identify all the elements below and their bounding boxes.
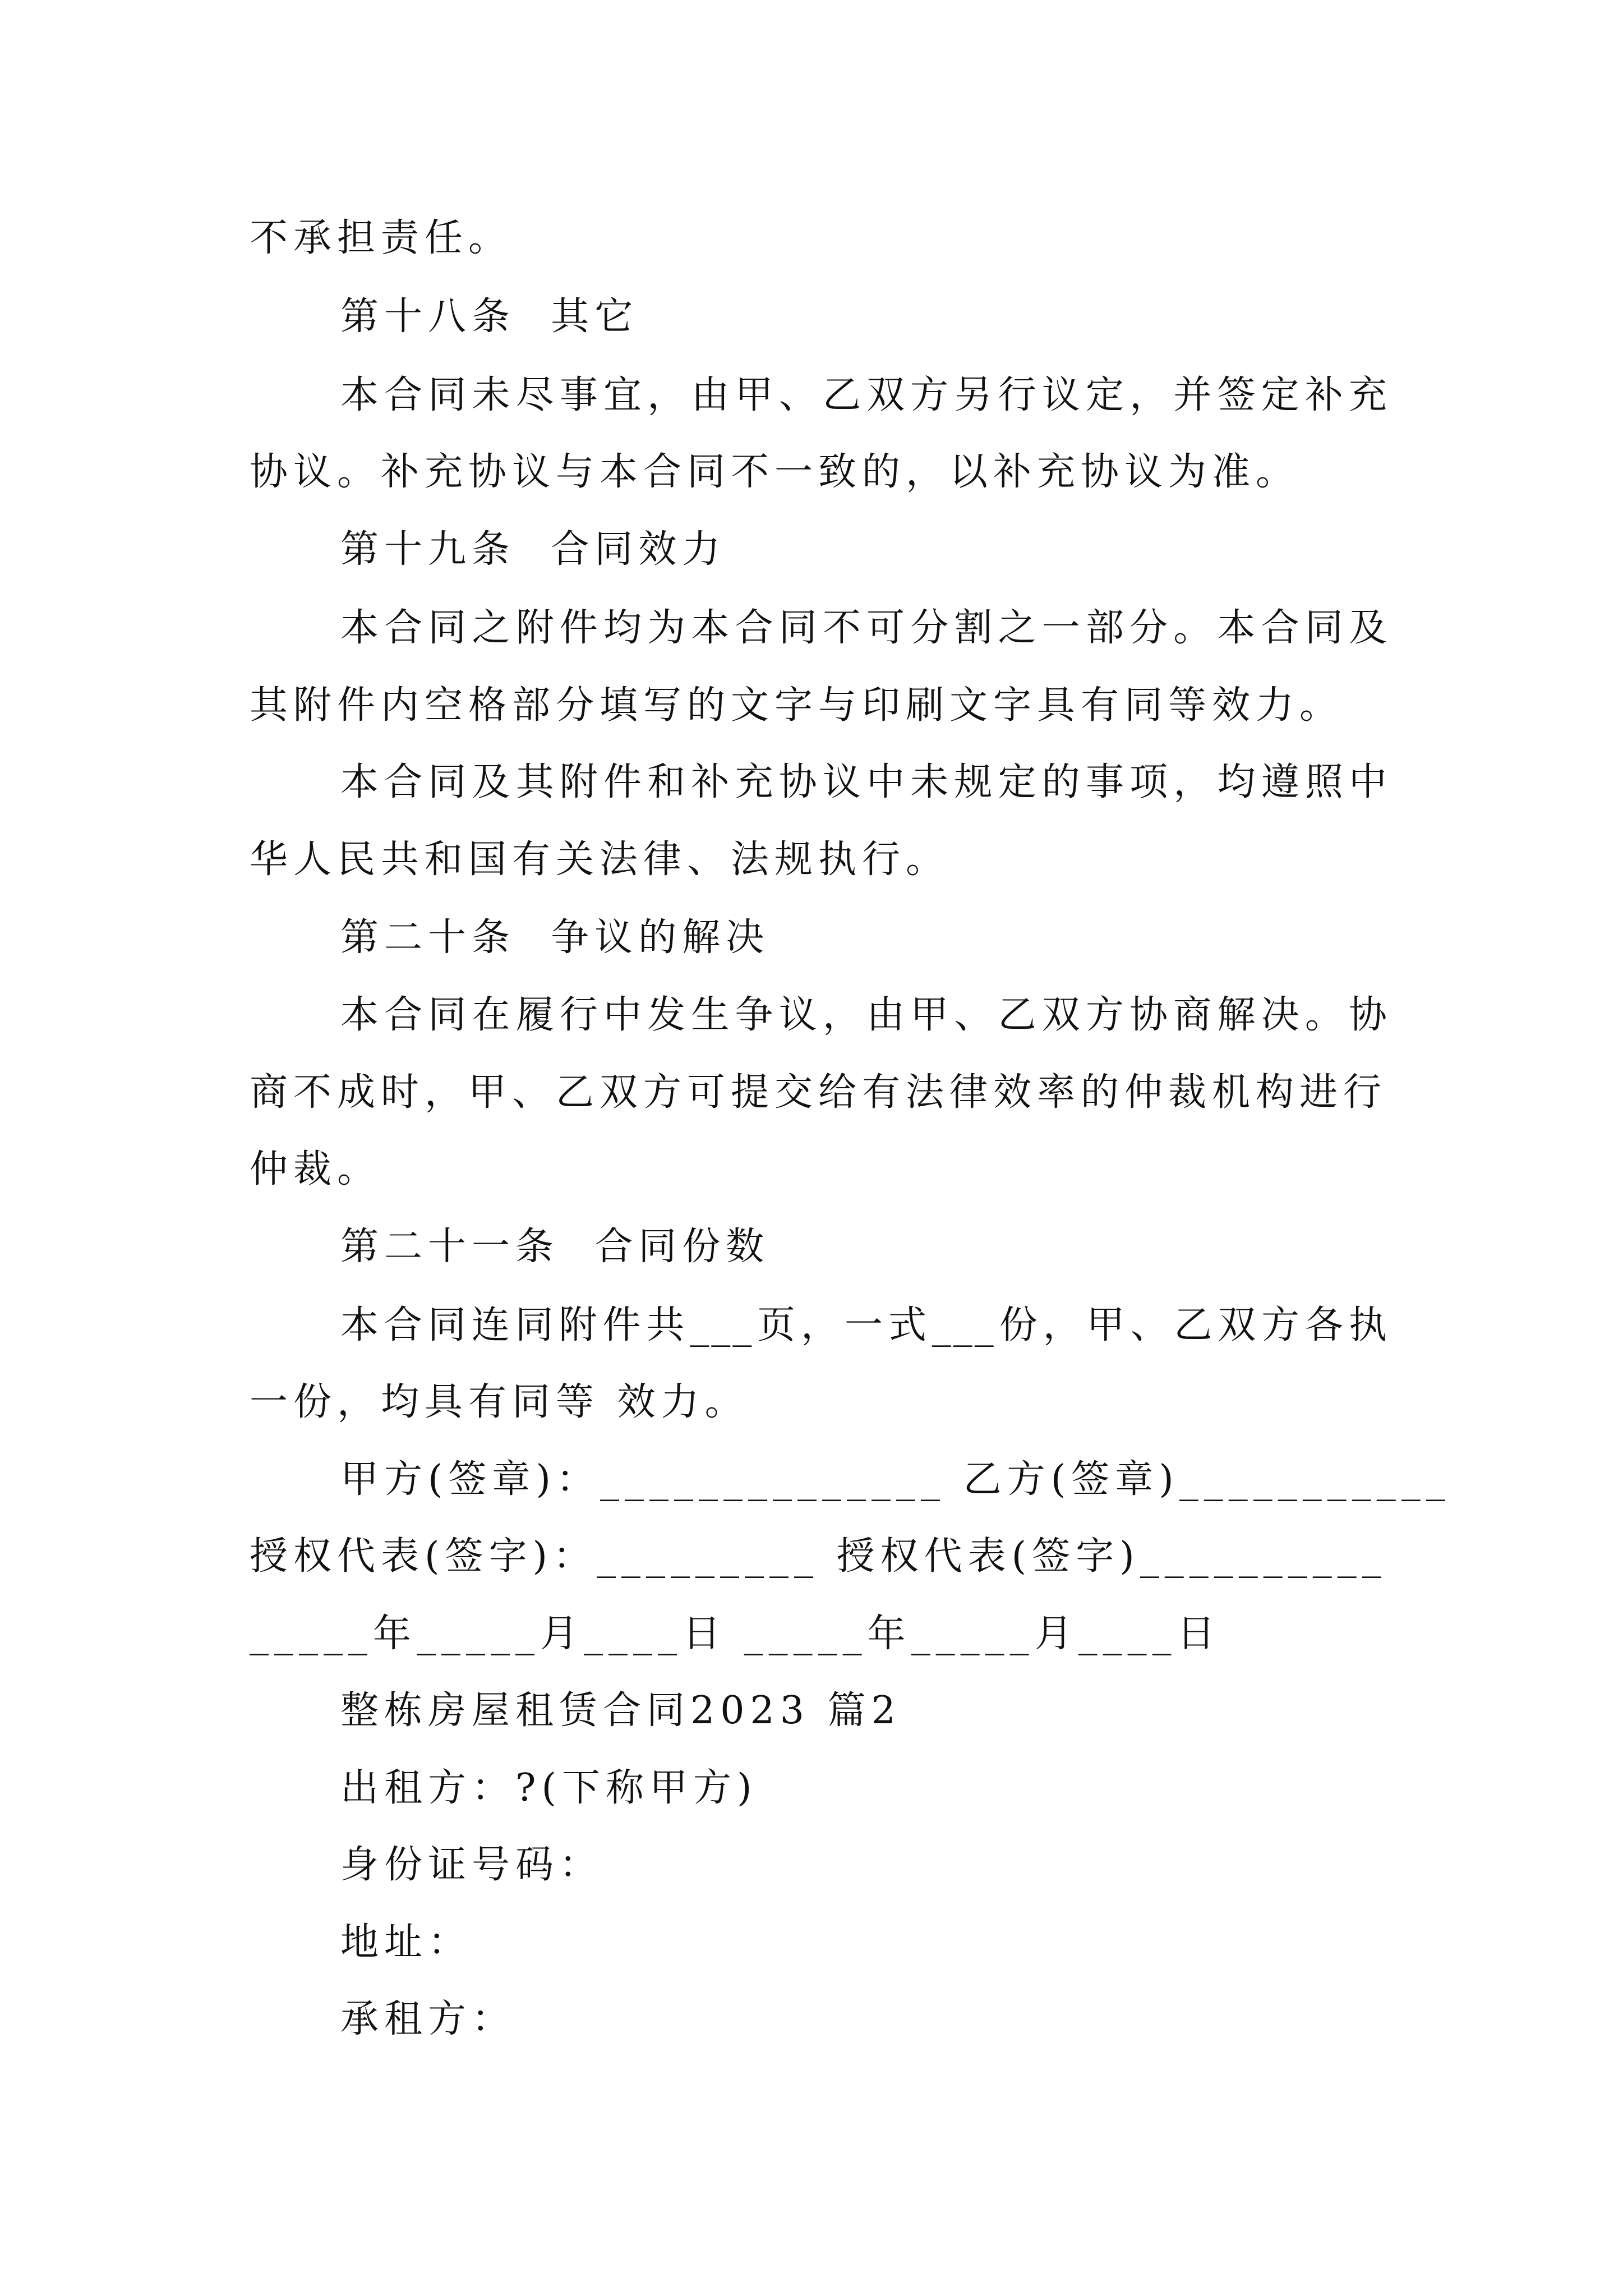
lessee-field: 承租方： <box>340 1997 516 2041</box>
paragraph-line: 本合同在履行中发生争议，由甲、乙双方协商解决。协 <box>340 993 1389 1037</box>
paragraph-line: 本合同及其附件和补充协议中未规定的事项，均遵照中 <box>340 760 1389 804</box>
date-line: _____年_____月____日 _____年_____月____日 <box>250 1612 1221 1656</box>
paragraph-line: 华人民共和国有关法律、法规执行。 <box>250 838 950 882</box>
lessor-field: 出租方：?(下称甲方) <box>340 1766 758 1810</box>
section-heading-18: 第十八条 其它 <box>340 295 639 339</box>
paragraph-line: 仲裁。 <box>250 1147 381 1191</box>
paragraph-line: 商不成时，甲、乙双方可提交给有法律效率的仲裁机构进行 <box>250 1070 1387 1115</box>
paragraph-line: 不承担责任。 <box>250 216 513 260</box>
signature-line-party-a: 甲方(签章)：______________ 乙方(签章)___________ <box>340 1457 1451 1502</box>
signature-line-representative: 授权代表(签字)：_________ 授权代表(签字)__________ <box>250 1534 1387 1579</box>
paragraph-line: 其附件内空格部分填写的文字与印刷文字具有同等效力。 <box>250 683 1344 728</box>
section-heading-21: 第二十一条 合同份数 <box>340 1225 770 1269</box>
paragraph-line: 协议。补充协议与本合同不一致的，以补充协议为准。 <box>250 450 1300 494</box>
paragraph-line: 本合同之附件均为本合同不可分割之一部分。本合同及 <box>340 606 1389 650</box>
paragraph-line: 本合同未尽事宜，由甲、乙双方另行议定，并签定补充 <box>340 373 1389 417</box>
paragraph-line: 一份，均具有同等 效力。 <box>250 1380 749 1424</box>
section-heading-19: 第十九条 合同效力 <box>340 527 726 572</box>
paragraph-line: 本合同连同附件共___页，一式___份，甲、乙双方各执 <box>340 1303 1389 1347</box>
address-field: 地址： <box>340 1920 472 1964</box>
section-heading-20: 第二十条 争议的解决 <box>340 915 770 960</box>
id-number-field: 身份证号码： <box>340 1843 603 1887</box>
contract-title: 整栋房屋租赁合同2023 篇2 <box>340 1688 901 1733</box>
